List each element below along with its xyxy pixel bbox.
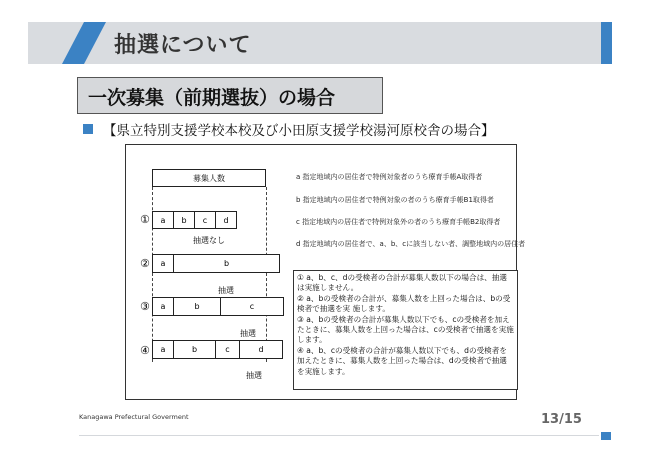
row3-cell-a: a: [152, 297, 174, 316]
rule-2: ② a、bの受検者の合計が、募集人数を上回った場合は、bの受検者で抽選を実 施します。: [297, 293, 511, 314]
footer-divider: [79, 435, 599, 436]
row4-cell-d: d: [239, 340, 283, 359]
row-number-2: ②: [140, 257, 150, 270]
title-stripe-decoration: [62, 22, 106, 64]
row1-cell-b: b: [173, 211, 195, 229]
rule-4: ④ a、b、cの受検者の合計が募集人数以下でも、dの受検者を加えたときに、募集人数を上回った場合は、dの受検者で抽選を実施します。: [297, 345, 507, 376]
row1-cell-c: c: [194, 211, 216, 229]
row4-cell-b: b: [173, 340, 216, 359]
title-accent-bar: [601, 22, 612, 64]
footer-accent-block: [601, 432, 611, 440]
row2-cell-a: a: [152, 254, 174, 273]
row3-cell-b: b: [173, 297, 221, 316]
row2-note: 抽選: [218, 286, 234, 295]
legend-item-a: a 指定地域内の居住者で特例対象者のうち療育手帳A取得者: [296, 173, 483, 181]
bullet-text: 【県立特別支援学校本校及び小田原支援学校湯河原校舎の場合】: [103, 123, 495, 139]
capacity-right-guide: [266, 187, 267, 362]
row-number-3: ③: [140, 300, 150, 313]
row1-cell-a: a: [152, 211, 174, 229]
row4-note: 抽選: [246, 371, 262, 380]
bullet-square-icon: [83, 124, 93, 134]
row-number-1: ①: [140, 213, 150, 226]
row1-cell-d: d: [215, 211, 237, 229]
row3-cell-c: c: [220, 297, 284, 316]
row4-cell-c: c: [215, 340, 240, 359]
capacity-box: [152, 169, 266, 187]
row3-note: 抽選: [240, 329, 256, 338]
legend-item-c: c 指定地域内の居住者で特例対象外の者のうち療育手帳B2取得者: [296, 218, 501, 226]
row1-note: 抽選なし: [193, 236, 225, 245]
capacity-label: 募集人数: [193, 173, 225, 183]
row2-cell-b: b: [173, 254, 280, 273]
page-title: 抽選について: [114, 33, 252, 58]
rule-3: ③ a、bの受検者の合計が募集人数以下でも、cの受検者を加えたときに、募集人数を上回った場合は、cの受検者で抽選を実施します。: [297, 314, 514, 345]
legend-item-d: d 指定地域内の居住者で、a、b、cに該当しない者、調整地域内の居住者: [296, 240, 526, 248]
row-number-4: ④: [140, 344, 150, 357]
legend-item-b: b 指定地域内の居住者で特例対象の者のうち療育手帳B1取得者: [296, 196, 494, 204]
page-number: 13/15: [541, 412, 582, 427]
section-subtitle: 一次募集（前期選抜）の場合: [88, 87, 336, 109]
lottery-rules-box: [293, 270, 518, 390]
organization-name: Kanagawa Prefectural Goverment: [79, 413, 189, 421]
row4-cell-a: a: [152, 340, 174, 359]
rule-1: ① a、b、c、dの受検者の合計が募集人数以下の場合は、抽選 は実施しません。: [297, 273, 507, 293]
